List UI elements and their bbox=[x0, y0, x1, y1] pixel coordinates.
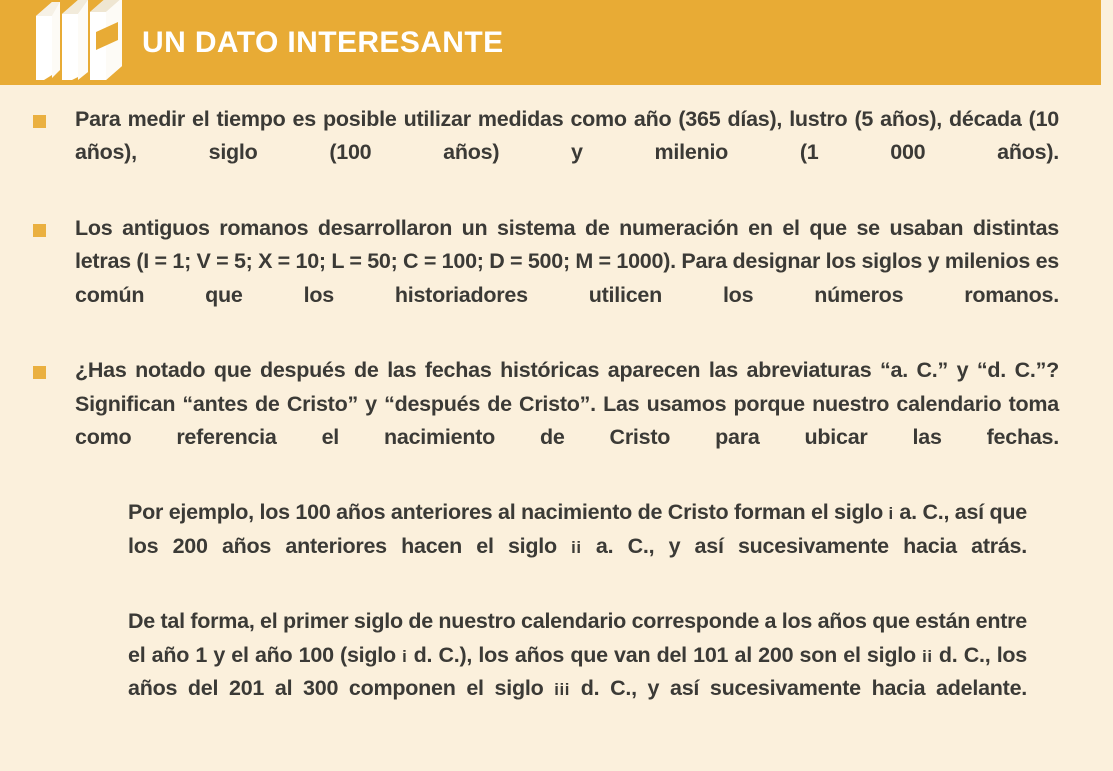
roman-numeral-ii: ii bbox=[922, 646, 933, 666]
square-bullet-icon bbox=[33, 224, 46, 237]
paragraph-segment: d. C., y así sucesivamente hacia adelante. bbox=[569, 676, 1027, 700]
paragraph-segment: d. C.), los años que van del 101 al 200 son el siglo bbox=[407, 642, 923, 667]
card-body bbox=[0, 85, 1113, 771]
list-item bbox=[22, 354, 1091, 487]
roman-numeral-iii: iii bbox=[554, 680, 570, 699]
list-item bbox=[22, 212, 1091, 345]
paragraph-por-ejemplo bbox=[22, 496, 1091, 596]
paragraph-segment: a. C., así que los 200 años anteriores hacen el siglo bbox=[128, 500, 1027, 558]
bullet-text-2: Los antiguos romanos desarrollaron un sistema de numeración en el que se usaban distintas letras (I = 1; V = 5; X = 10; L = 50; C = 100; D = 500; M = 1000). Para designar los siglos y milenios es común que los historiadores utilicen los números romanos. bbox=[75, 215, 1059, 307]
paragraph-segment: d. C., los años del 201 al 300 componen el siglo bbox=[128, 642, 1028, 700]
paragraph-de-tal-forma bbox=[22, 605, 1091, 738]
list-item bbox=[22, 103, 1091, 203]
paragraph-text bbox=[75, 496, 1059, 596]
books-icon bbox=[26, 0, 138, 80]
paragraph-text bbox=[75, 605, 1059, 738]
paragraph-segment: a. C., y así sucesivamente hacia atrás. bbox=[581, 533, 1027, 558]
square-bullet-icon bbox=[33, 366, 46, 379]
bullet-text-1: Para medir el tiempo es posible utilizar medidas como año (365 días), lustro (5 años), década (10 años), siglo (100 años) y milenio (1 000 años). bbox=[75, 107, 1059, 165]
page-title: UN DATO INTERESANTE bbox=[142, 25, 504, 59]
paragraph-segment: Por ejemplo, los 100 años anteriores al nacimiento de Cristo forman el siglo bbox=[128, 500, 889, 525]
card-header bbox=[0, 0, 1101, 85]
roman-numeral-i: i bbox=[402, 646, 408, 666]
roman-numeral-i: i bbox=[888, 504, 894, 524]
roman-numeral-ii: ii bbox=[571, 537, 582, 557]
square-bullet-icon bbox=[33, 115, 46, 128]
bullet-text-3: ¿Has notado que después de las fechas históricas aparecen las abreviaturas “a. C.” y “d. C.”? Significan “antes de Cristo” y “después de Cristo”. Las usamos porque nuestro calendario toma como referencia el nacimiento de Cristo para ubicar las fechas. bbox=[75, 358, 1059, 449]
paragraph-segment: De tal forma, el primer siglo de nuestro calendario corresponde a los años que están entre el año 1 y el año 100 (siglo bbox=[128, 609, 1027, 667]
